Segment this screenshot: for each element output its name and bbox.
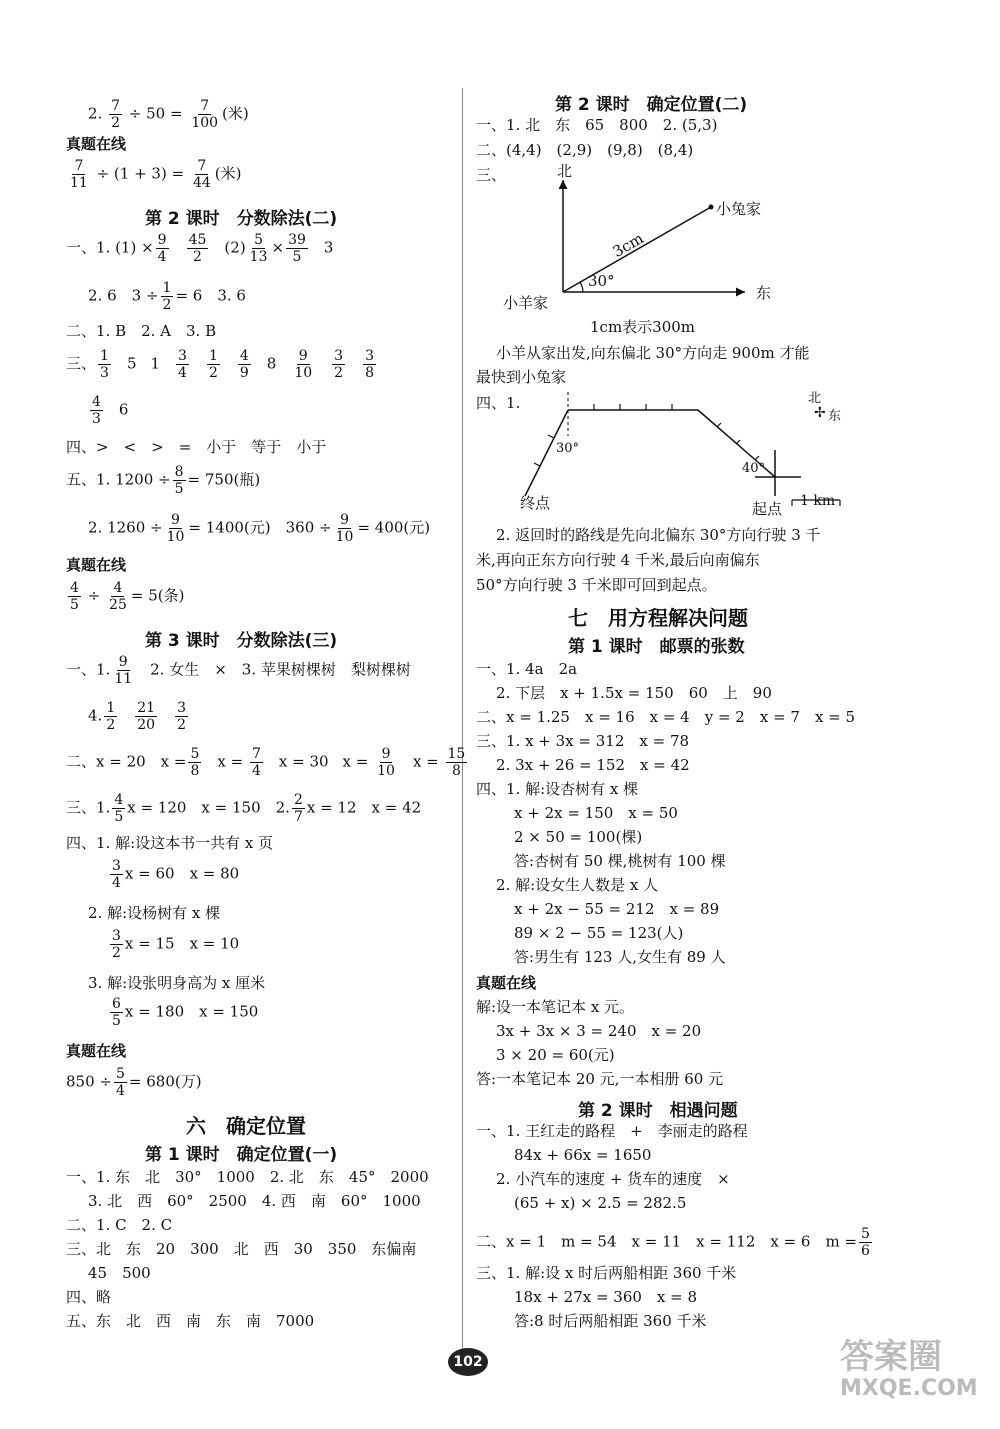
answer-line: 小羊从家出发,向东偏北 30°方向走 900m 才能	[496, 344, 810, 362]
answer-line: 二、1. C 2. C	[66, 1216, 173, 1234]
answer-line: 3x + 3x × 3 = 240 x = 20	[496, 1022, 702, 1040]
answer-line: 850 ÷ $\frac{5}{4}$ = 680(万)	[66, 1066, 202, 1099]
rabbit-home-point	[709, 205, 714, 210]
answer-line: 三、1. 解:设 x 时后两船相距 360 千米	[476, 1264, 737, 1282]
answer-line: 3. 解:设张明身高为 x 厘米	[88, 974, 266, 992]
answer-line: 2. 下层 x + 1.5x = 150 60 上 90	[496, 684, 772, 702]
answer-line: 答:一本笔记本 20 元,一本相册 60 元	[476, 1070, 724, 1088]
watermark-icon: 答案圈	[840, 1337, 942, 1377]
answer-line: 三、北 东 20 300 北 西 30 350 东偏南	[66, 1240, 417, 1258]
answer-line: 50°方向行驶 3 千米即可回到起点。	[476, 576, 717, 594]
lesson-title: 第 3 课时 分数除法(三)	[145, 631, 338, 651]
answer-line: 答:男生有 123 人,女生有 89 人	[514, 948, 726, 966]
section-label: 真题在线	[66, 135, 127, 153]
compass-icon: ✢	[814, 405, 826, 421]
answer-line: 答:杏树有 50 棵,桃树有 100 棵	[514, 852, 726, 870]
answer-line: 2. 解:设杨树有 x 棵	[88, 904, 221, 922]
answer-line: $\frac{4}{3}$ 6	[92, 394, 129, 427]
page-number: 102	[448, 1348, 488, 1376]
section-label: 真题在线	[66, 1042, 127, 1060]
lesson-title: 第 1 课时 邮票的张数	[568, 637, 745, 657]
answer-line: 五、东 北 西 南 东 南 7000	[66, 1312, 315, 1330]
answer-line: $\frac{6}{5}$ x = 180 x = 150	[112, 996, 259, 1029]
answer-line: 四、1. 解:设杏树有 x 棵	[476, 780, 639, 798]
lesson-title: 第 2 课时 确定位置(二)	[555, 95, 748, 115]
watermark-logo	[840, 1338, 978, 1401]
answer-line: 二、x = 1 m = 54 x = 11 x = 112 x = 6 m = $\frac{5}{6}$	[476, 1226, 870, 1259]
answer-line: 一、1. 4a 2a	[476, 660, 578, 678]
section-label: 真题在线	[476, 974, 537, 992]
answer-line: 2. 返回时的路线是先向北偏东 30°方向行驶 3 千	[496, 526, 821, 544]
section-label: 真题在线	[66, 556, 127, 574]
answer-line: 一、1. 北 东 65 800 2. (5,3)	[476, 116, 718, 134]
answer-line: 3 × 20 = 60(元)	[496, 1046, 615, 1064]
column-divider	[462, 88, 463, 1358]
answer-line: 4. $\frac{1}{2}$ $\frac{21}{20}$ $\frac{3}{2}$	[88, 700, 186, 733]
answer-line: 一、1. 东 北 30° 1000 2. 北 东 45° 2000	[66, 1168, 429, 1186]
answer-line: 二、x = 20 x = $\frac{5}{8}$ x = $\frac{7}{4}$ x = 30 x = $\frac{9}{10}$ x = $\frac{15}{8}$	[66, 746, 466, 779]
answer-line: 最快到小兔家	[476, 368, 567, 386]
watermark-url: MXQE.COM	[840, 1376, 978, 1401]
answer-line: 2. 解:设女生人数是 x 人	[496, 876, 659, 894]
compass-east-label: 东	[828, 409, 842, 424]
answer-line: 四、> < > = 小于 等于 小于	[66, 438, 327, 456]
angle-label: 30°	[588, 272, 615, 290]
unit-title: 六 确定位置	[186, 1114, 306, 1138]
answer-line: 3. 北 西 60° 2500 4. 西 南 60° 1000	[88, 1192, 421, 1210]
answer-line: $\frac{3}{2}$ x = 15 x = 10	[112, 928, 240, 961]
sheep-home-label: 小羊家	[503, 294, 549, 312]
answer-line: (65 + x) × 2.5 = 282.5	[514, 1194, 687, 1212]
answer-line: 一、1. (1) × $\frac{9}{4}$ $\frac{45}{2}$ (2) $\frac{5}{13}$ × $\frac{39}{5}$ 3	[66, 232, 334, 265]
lesson-title: 第 2 课时 分数除法(二)	[145, 209, 338, 229]
angle-label-30: 30°	[556, 441, 580, 456]
lesson-title: 第 1 课时 确定位置(一)	[145, 1145, 338, 1165]
start-point-label: 起点	[752, 500, 783, 518]
answer-line: 45 500	[88, 1264, 151, 1282]
answer-line: 一、1. 王红走的路程 + 李丽走的路程	[476, 1122, 748, 1140]
answer-line: 18x + 27x = 360 x = 8	[514, 1288, 698, 1306]
answer-line: 2. 1260 ÷ $\frac{9}{10}$ = 1400(元) 360 ÷ $\frac{9}{10}$ = 400(元)	[88, 512, 431, 545]
answer-line: 2. 3x + 26 = 152 x = 42	[496, 756, 690, 774]
compass-north-label: 北	[808, 391, 822, 406]
answer-line: $\frac{3}{4}$ x = 60 x = 80	[112, 858, 240, 891]
end-point-label: 终点	[520, 494, 551, 512]
answer-line: 三、	[476, 166, 507, 184]
answer-line: 三、1. x + 3x = 312 x = 78	[476, 732, 690, 750]
unit-title: 七 用方程解决问题	[568, 606, 748, 630]
answer-line: 四、1. 解:设这本书一共有 x 页	[66, 834, 274, 852]
answer-line: 2 × 50 = 100(棵)	[514, 828, 643, 846]
answer-line: x + 2x − 55 = 212 x = 89	[514, 900, 720, 918]
lesson-title: 第 2 课时 相遇问题	[578, 1101, 738, 1121]
answer-line: $\frac{7}{11}$ ÷ (1 + 3) = $\frac{7}{44}$ (米)	[70, 158, 242, 191]
answer-line: 四、1.	[476, 394, 521, 412]
answer-line: 二、x = 1.25 x = 16 x = 4 y = 2 x = 7 x = 5	[476, 708, 856, 726]
answer-line: x + 2x = 150 x = 50	[514, 804, 678, 822]
angle-label-40: 40°	[742, 461, 766, 476]
scale-label: 1cm表示300m	[590, 318, 696, 336]
answer-line: 解:设一本笔记本 x 元。	[476, 998, 635, 1016]
answer-line: 三、1. $\frac{4}{5}$ x = 120 x = 150 2. $\frac{2}{7}$ x = 12 x = 42	[66, 792, 422, 825]
distance-label: 3cm	[609, 229, 647, 261]
answer-line: 89 × 2 − 55 = 123(人)	[514, 924, 684, 942]
answer-line: 答:8 时后两船相距 360 千米	[514, 1312, 707, 1330]
answer-line: 三、 $\frac{1}{3}$ 5 1 $\frac{3}{4}$ $\frac{1}{2}$ $\frac{4}{9}$ 8 $\frac{9}{10}$ $\frac{3}{2}$ $\frac{3}{8}$	[66, 348, 375, 381]
answer-line: 五、1. 1200 ÷ $\frac{8}{5}$ = 750(瓶)	[66, 464, 261, 497]
scale-label: 1 km	[800, 493, 836, 509]
angle-arc	[580, 282, 583, 292]
answer-line: 2. 小汽车的速度 + 货车的速度 ×	[496, 1170, 730, 1188]
answer-line: 2. 6 3 ÷ $\frac{1}{2}$ = 6 3. 6	[88, 280, 246, 313]
answer-line: 二、1. B 2. A 3. B	[66, 322, 217, 340]
answer-line: $\frac{4}{5}$ ÷ $\frac{4}{25}$ = 5(条)	[70, 580, 185, 613]
answer-line: 一、1. $\frac{9}{11}$ 2. 女生 × 3. 苹果树棵树 梨树棵树	[66, 654, 411, 687]
north-label: 北	[557, 162, 573, 180]
answer-line: 二、(4,4) (2,9) (9,8) (8,4)	[476, 141, 694, 159]
answer-line: 四、略	[66, 1288, 112, 1306]
east-label: 东	[756, 284, 772, 302]
answer-line: 84x + 66x = 1650	[514, 1146, 652, 1164]
answer-line: 2. $\frac{7}{2}$ ÷ 50 = $\frac{7}{100}$ (米)	[88, 98, 249, 131]
rabbit-home-label: 小兔家	[716, 200, 762, 218]
answer-line: 米,再向正东方向行驶 4 千米,最后向南偏东	[476, 551, 760, 569]
